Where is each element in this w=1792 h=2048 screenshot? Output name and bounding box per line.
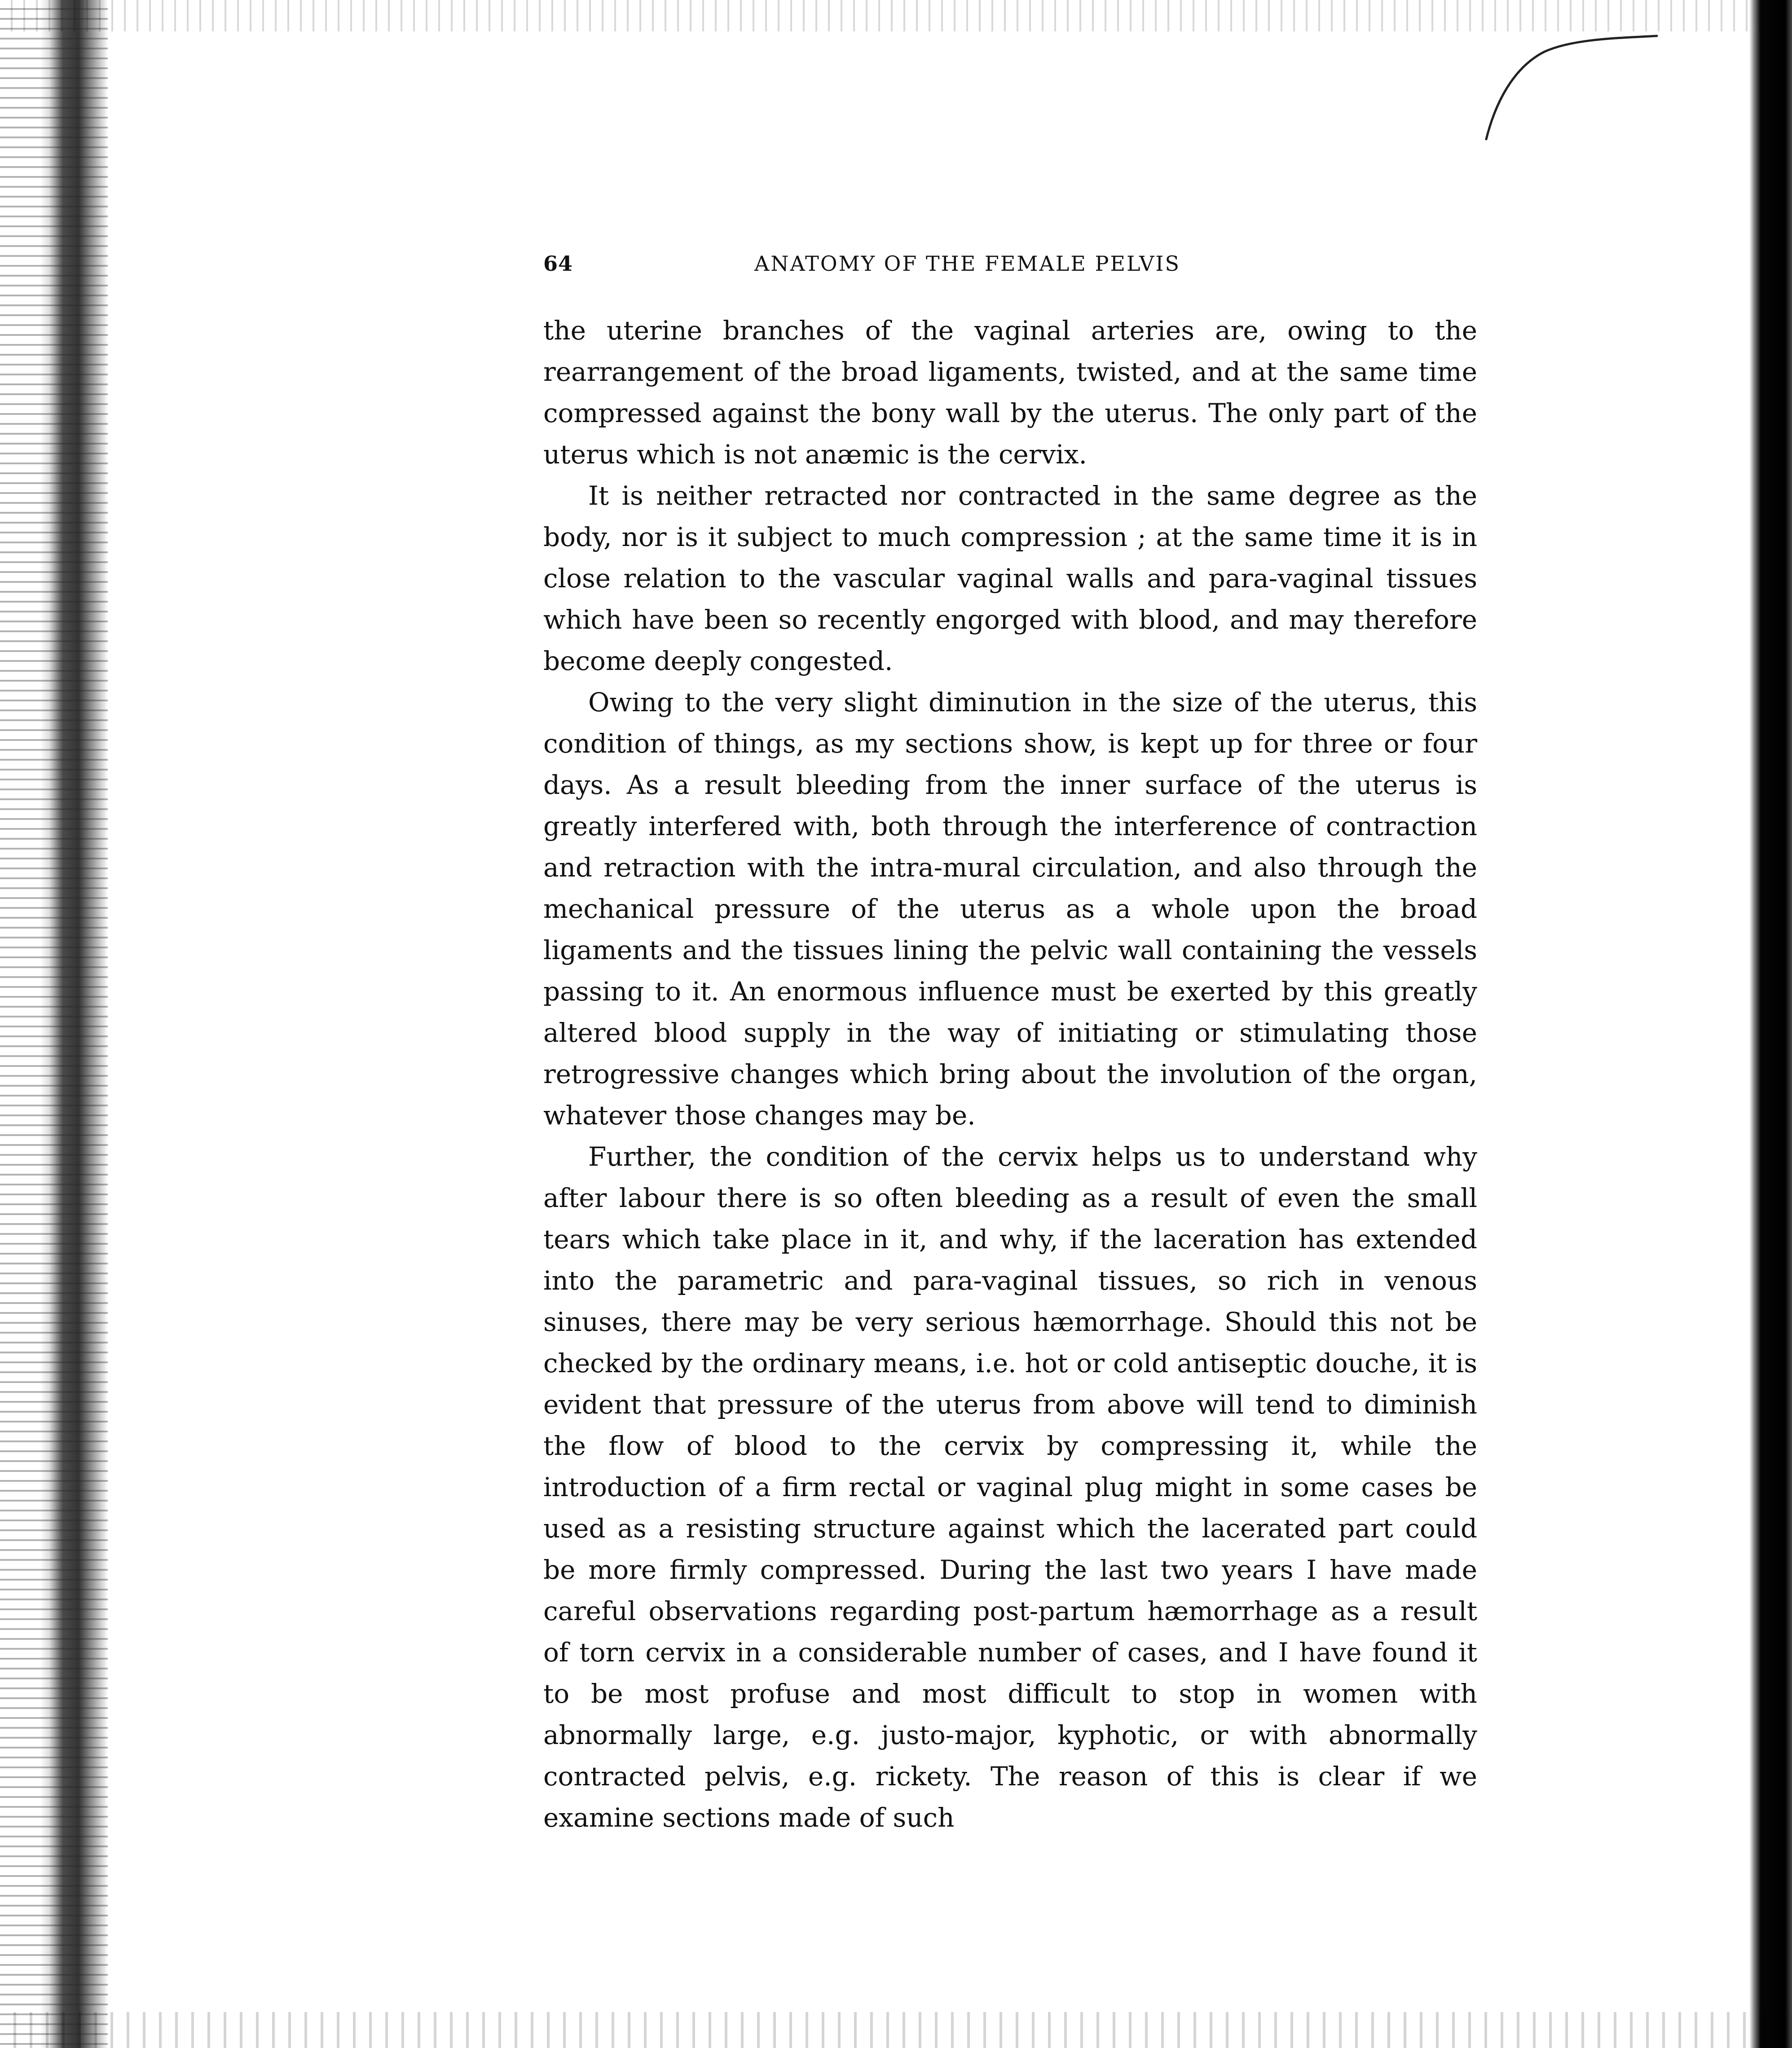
body-text <box>543 310 1477 1838</box>
scan-noise-bottom <box>0 2012 1792 2048</box>
paragraph-4: Further, the condition of the cervix helps us to understand why after labour there is so often bleeding as a result of even the small tears which take place in it, and why, if the laceration has extended into the parametric and para-vaginal tissues, so rich in venous sinuses, there may be very serious hæmorrhage. Should this not be checked by the ordinary means, i.e. hot or cold antiseptic douche, it is evident that pressure of the uterus from above will tend to diminish the flow of blood to the cervix by compressing it, while the introduction of a firm rectal or vaginal plug might in some cases be used as a resisting structure against which the lacerated part could be more firmly compressed. During the last two years I have made careful observations regarding post-partum hæmorrhage as a result of torn cervix in a considerable number of cases, and I have found it to be most profuse and most difficult to stop in women with abnormally large, e.g. justo-major, kyphotic, or with abnormally contracted pelvis, e.g. rickety. The reason of this is clear if we examine sections made of such <box>543 1141 1477 1833</box>
paragraph-3: Owing to the very slight diminution in the size of the uterus, this condition of things, as my sections show, is kept up for three or four days. As a result bleeding from the inner surface of the uterus is greatly interfered with, both through the interference of contraction and retraction with the intra-mural circulation, and also through the mechanical pressure of the uterus as a whole upon the broad ligaments and the tissues lining the pelvic wall containing the vessels passing to it. An enormous influence must be exerted by this greatly altered blood supply in the way of initiating or stimulating those retrogressive changes which bring about the involution of the organ, whatever those changes may be. <box>543 687 1477 1131</box>
running-head <box>543 251 1482 287</box>
scan-shadow-left <box>0 0 108 2048</box>
pen-stroke-mark <box>1477 27 1666 144</box>
page-number: 64 <box>543 251 573 276</box>
paragraph-2: It is neither retracted nor contracted in the same degree as the body, nor is it subject to much compression ; at the same time it is in close relation to the vascular vaginal walls and para-vaginal tissues which have been so recently engorged with blood, and may therefore become deeply congested. <box>543 480 1477 676</box>
paragraph-1: the uterine branches of the vaginal arteries are, owing to the rearrangement of the broad ligaments, twisted, and at the same time compressed against the bony wall by the uterus. The only part of the uterus which is not anæmic is the cervix. <box>543 315 1477 470</box>
running-title: ANATOMY OF THE FEMALE PELVIS <box>754 251 1180 276</box>
scan-shadow-right <box>1749 0 1792 2048</box>
